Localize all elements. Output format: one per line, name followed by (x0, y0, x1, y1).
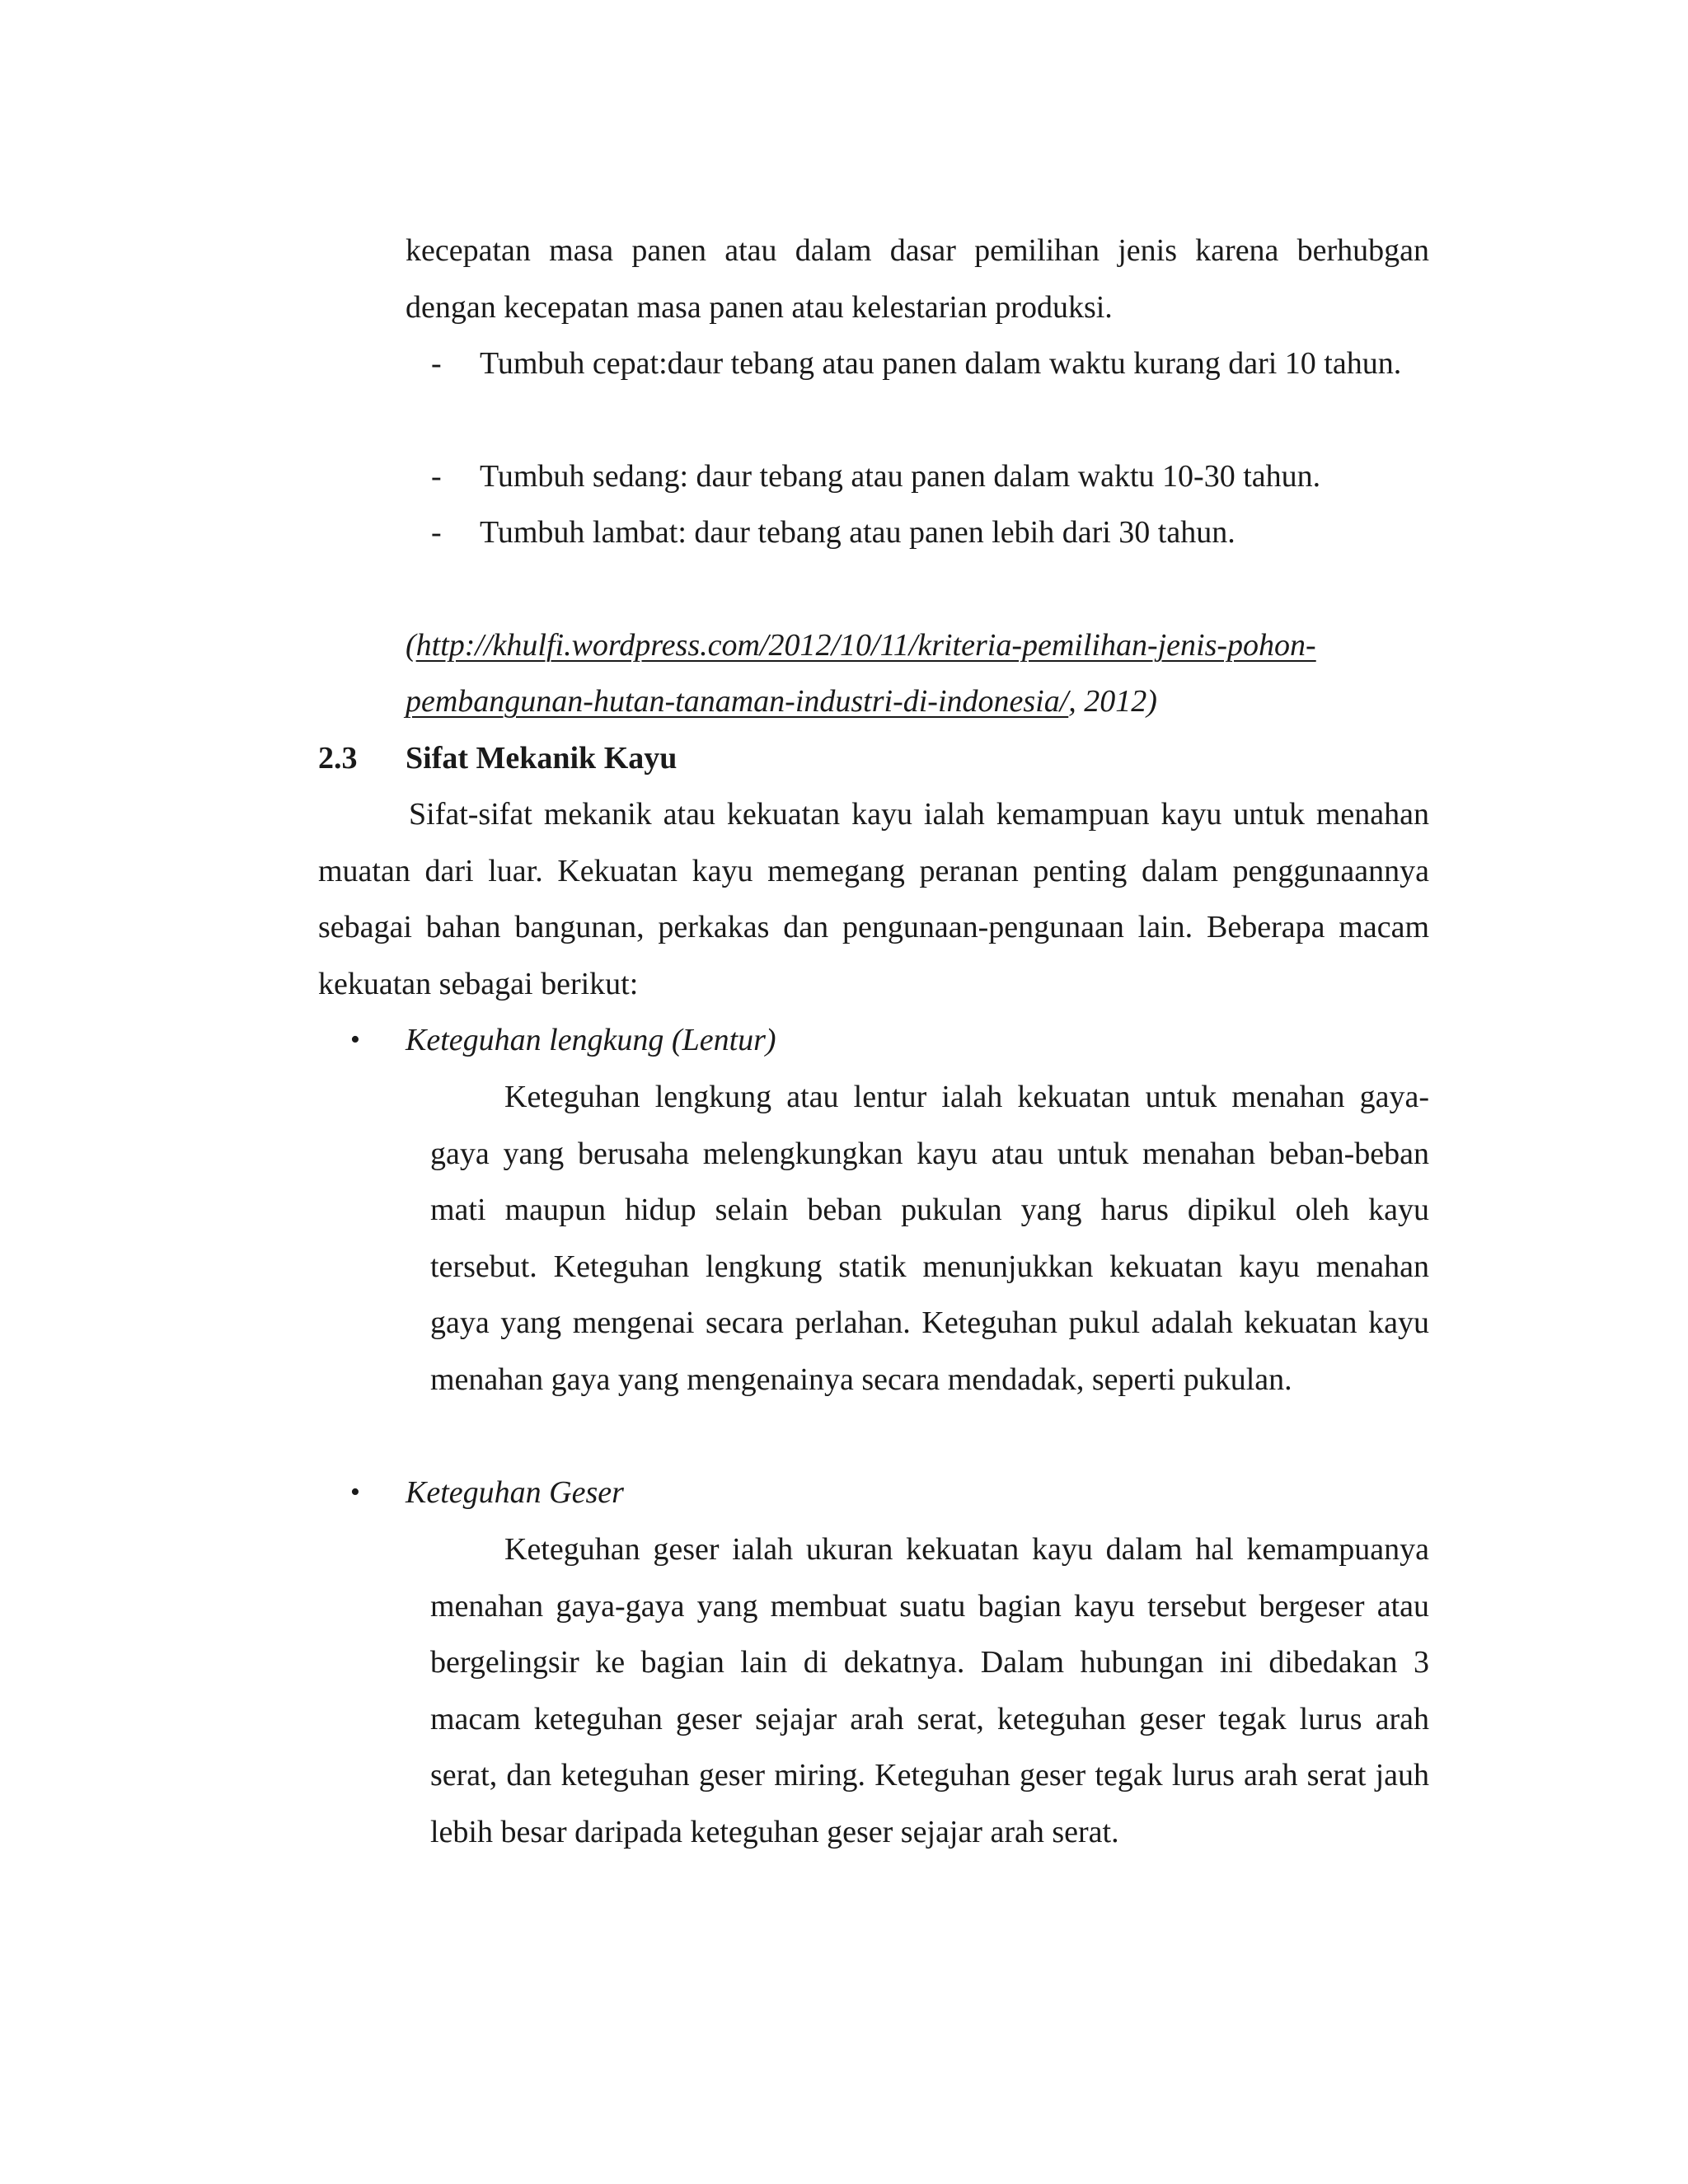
citation-link-continued[interactable]: pembangunan-hutan-tanaman-industri-di-indonesia/ (406, 684, 1069, 719)
bullet-marker: • (350, 1024, 360, 1055)
intro-paragraph: kecepatan masa panen atau dalam dasar pemilihan jenis karena berhubgan dengan kecepatan masa panen atau kelestarian produksi. (406, 233, 1429, 325)
list-item-text: Tumbuh sedang: daur tebang atau panen dalam waktu 10-30 tahun. (480, 459, 1321, 494)
list-item-text: Tumbuh cepat:daur tebang atau panen dalam waktu kurang dari 10 tahun. (480, 346, 1402, 381)
citation-link[interactable]: http://khulfi.wordpress.com/2012/10/11/kriteria-pemilihan-jenis-pohon- (415, 628, 1316, 663)
bullet-item-title: Keteguhan Geser (406, 1475, 624, 1510)
dash-marker: - (431, 346, 442, 381)
dash-marker: - (431, 459, 442, 494)
bullet-item-paragraph: Keteguhan lengkung atau lentur ialah kekuatan untuk menahan gaya-gaya yang berusaha melengkungkan kayu atau untuk menahan beban-beban mati maupun hidup selain beban pukulan yang harus dipikul oleh kayu tersebut. Keteguhan lengkung statik menunjukkan kekuatan kayu menahan gaya yang mengenai secara perlahan. Keteguhan pukul adalah kekuatan kayu menahan gaya yang mengenainya secara mendadak, seperti pukulan. (430, 1080, 1429, 1397)
dash-marker: - (431, 515, 442, 550)
section-number: 2.3 (318, 741, 358, 776)
section-intro-paragraph: Sifat-sifat mekanik atau kekuatan kayu ialah kemampuan kayu untuk menahan muatan dari luar. Kekuatan kayu memegang peranan penting dalam penggunaannya sebagai bahan bangunan, perkakas dan pengunaan-pengunaan lain. Beberapa macam kekuatan sebagai berikut: (318, 797, 1429, 1001)
citation-suffix: , 2012) (1068, 684, 1157, 719)
bullet-marker: • (350, 1477, 360, 1507)
citation-line-2 (406, 673, 1157, 730)
citation-open-paren: ( (406, 628, 416, 663)
bullet-item-title: Keteguhan lengkung (Lentur) (406, 1023, 776, 1057)
citation-line-1 (406, 617, 1316, 674)
bullet-item-paragraph: Keteguhan geser ialah ukuran kekuatan kayu dalam hal kemampuanya menahan gaya-gaya yang membuat suatu bagian kayu tersebut bergeser atau bergelingsir ke bagian lain di dekatnya. Dalam hubungan ini dibedakan 3 macam keteguhan geser sejajar arah serat, keteguhan geser tegak lurus arah serat, dan keteguhan geser miring. Keteguhan geser tegak lurus arah serat jauh lebih besar daripada keteguhan geser sejajar arah serat. (430, 1532, 1429, 1849)
section-title: Sifat Mekanik Kayu (406, 741, 678, 776)
list-item-text: Tumbuh lambat: daur tebang atau panen lebih dari 30 tahun. (480, 515, 1236, 550)
